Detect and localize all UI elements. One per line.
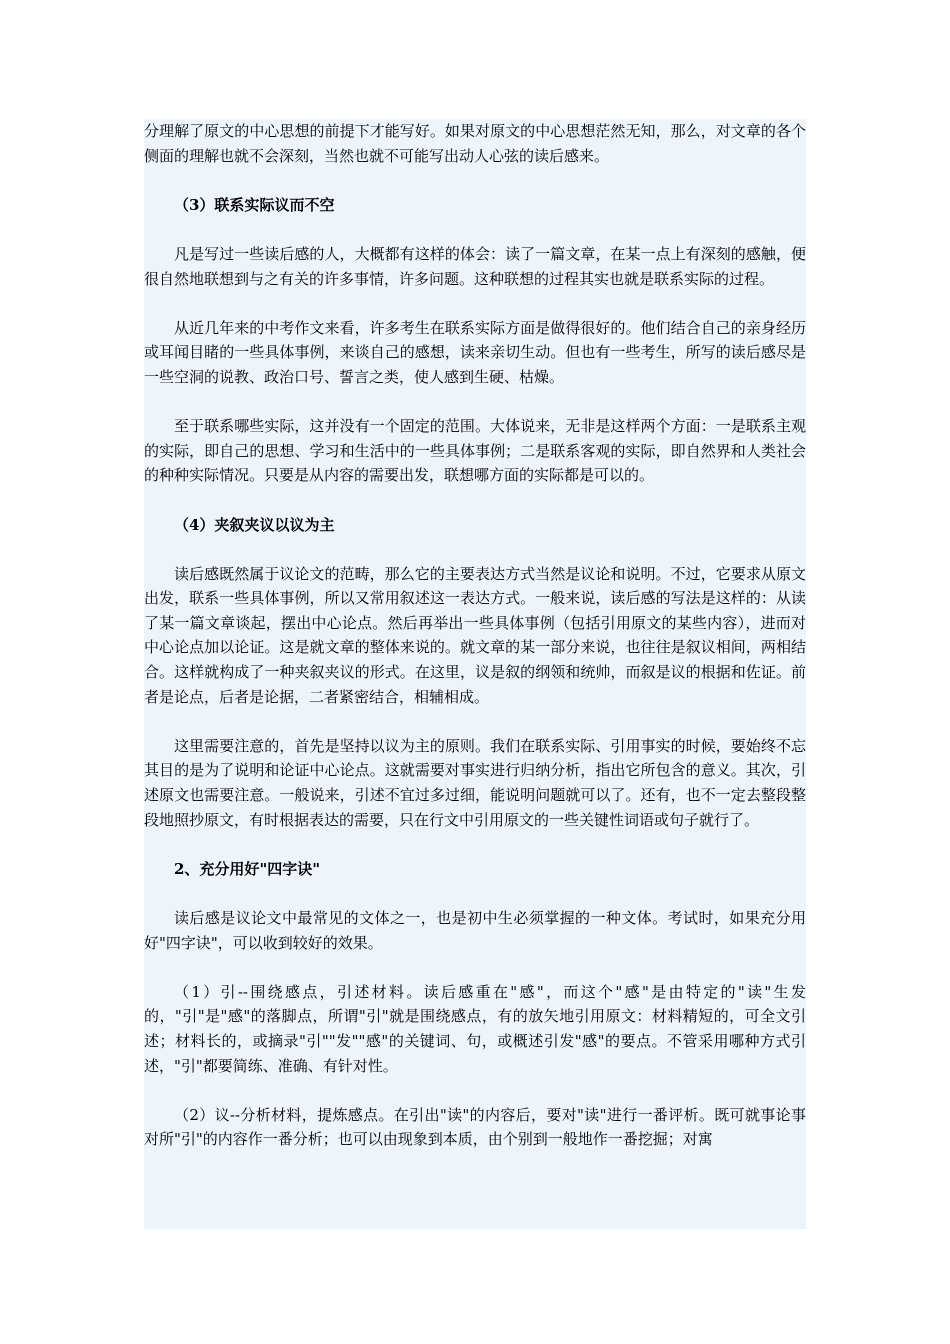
paragraph: （2）议--分析材料，提炼感点。在引出"读"的内容后，要对"读"进行一番评析。既可就事论事对所"引"的内容作一番分析；也可以由现象到本质，由个别到一般地作一番挖掘；对寓 xyxy=(144,1105,806,1149)
paragraph: 从近几年来的中考作文来看，许多考生在联系实际方面是做得很好的。他们结合自己的亲身经历或耳闻目睹的一些具体事例，来谈自己的感想，读来亲切生动。但也有一些考生，所写的读后感尽是一些空洞的说教、政治口号、誓言之类，使人感到生硬、枯燥。 xyxy=(144,318,806,386)
section-heading-3: （3）联系实际议而不空 xyxy=(174,195,335,214)
paragraph: （1）引--围绕感点，引述材料。读后感重在"感"，而这个"感"是由特定的"读"生发的，"引"是"感"的落脚点，所谓"引"就是围绕感点，有的放矢地引用原文：材料精短的，可全文引述；材料长的，或摘录"引""发""感"的关键词、句，或概述引发"感"的要点。不管采用哪种方式引述，"引"都要简练、准确、有针对性。 xyxy=(144,982,806,1075)
paragraph: 凡是写过一些读后感的人，大概都有这样的体会：读了一篇文章，在某一点上有深刻的感触，便很自然地联想到与之有关的许多事情，许多问题。这种联想的过程其实也就是联系实际的过程。 xyxy=(144,244,806,288)
opening-paragraph: 分理解了原文的中心思想的前提下才能写好。如果对原文的中心思想茫然无知，那么，对文章的各个侧面的理解也就不会深刻，当然也就不可能写出动人心弦的读后感来。 xyxy=(144,122,806,165)
paragraph: 读后感是议论文中最常见的文体之一，也是初中生必须掌握的一种文体。考试时，如果充分用好"四字诀"，可以收到较好的效果。 xyxy=(144,909,806,952)
paragraph: 读后感既然属于议论文的范畴，那么它的主要表达方式当然是议论和说明。不过，它要求从原文出发，联系一些具体事例，所以又常用叙述这一表达方式。一般来说，读后感的写法是这样的：从读了某一篇文章谈起，摆出中心论点。然后再举出一些具体事例（包括引用原文的某些内容），进而对中心论点加以论证。这是就文章的整体来说的。就文章的某一部分来说，也往往是叙议相间，两相结合。这样就构成了一种夹叙夹议的形式。在这里，议是叙的纲领和统帅，而叙是议的根据和佐证。前者是论点，后者是论据，二者紧密结合，相辅相成。 xyxy=(144,564,806,706)
section-heading-4: （4）夹叙夹议以议为主 xyxy=(174,515,335,534)
paragraph: 这里需要注意的，首先是坚持以议为主的原则。我们在联系实际、引用事实的时候，要始终不忘其目的是为了说明和论证中心论点。这就需要对事实进行归纳分析，指出它所包含的意义。其次，引述原文也需要注意。一般说来，引述不宜过多过细，能说明问题就可以了。还有，也不一定去整段整段地照抄原文，有时根据表达的需要，只在行文中引用原文的一些关键性词语或句子就行了。 xyxy=(144,736,806,829)
document-page xyxy=(144,119,806,1229)
paragraph: 至于联系哪些实际，这并没有一个固定的范围。大体说来，无非是这样两个方面：一是联系主观的实际，即自己的思想、学习和生活中的一些具体事例；二是联系客观的实际，即自然界和人类社会的种种实际情况。只要是从内容的需要出发，联想哪方面的实际都是可以的。 xyxy=(144,417,806,485)
section-heading-2: 2、充分用好"四字诀" xyxy=(174,859,321,878)
